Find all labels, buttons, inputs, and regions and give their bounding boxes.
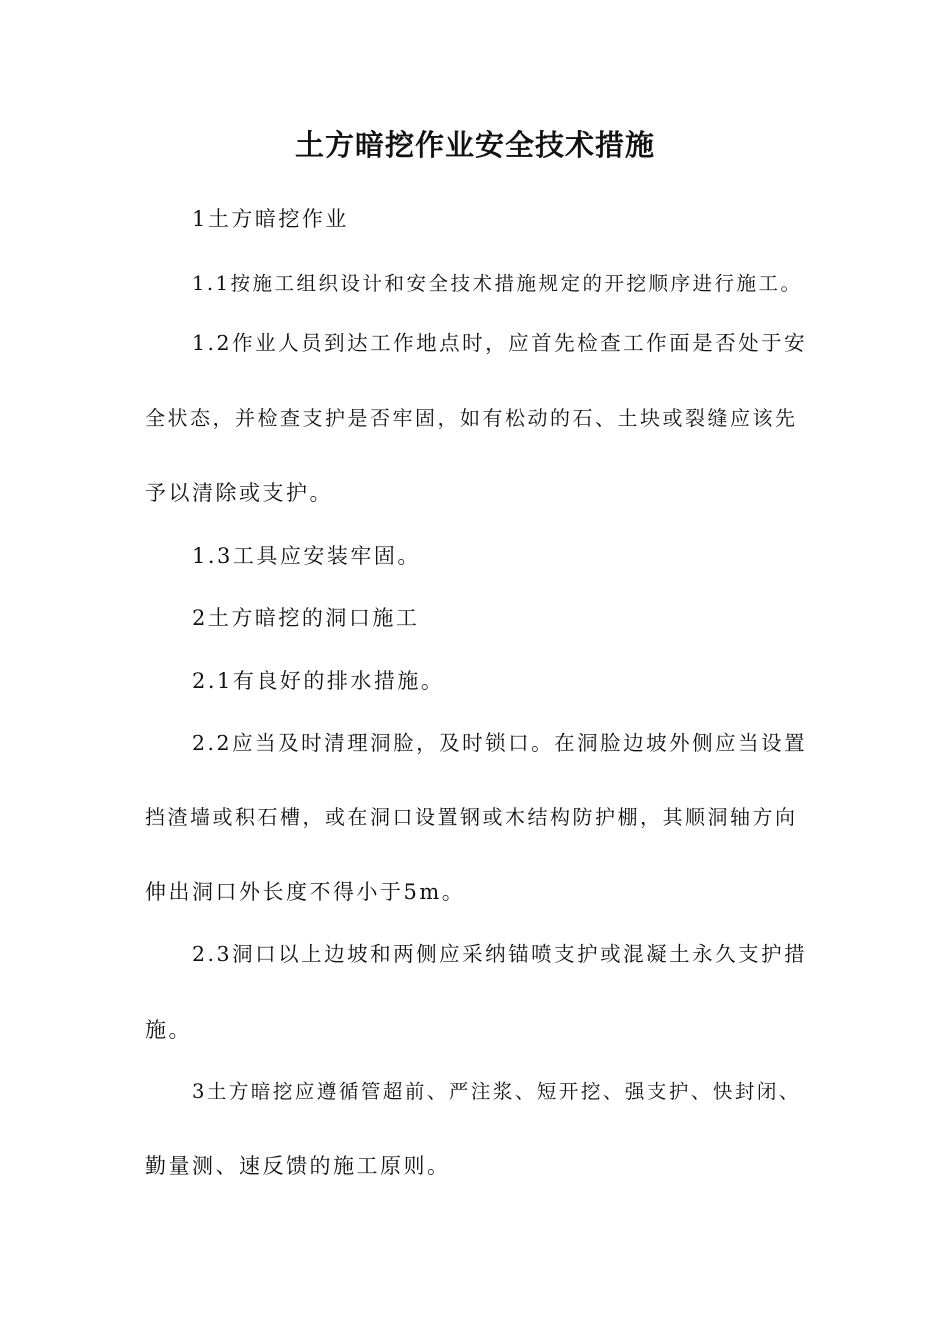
item-1-3: 1.3工具应安装牢固。	[192, 544, 421, 568]
heading-2: 2土方暗挖的洞口施工	[192, 606, 420, 630]
heading-1: 1土方暗挖作业	[192, 207, 349, 231]
item-1-1: 1.1按施工组织设计和安全技术措施规定的开挖顺序进行施工。	[192, 272, 803, 295]
item-2-2-line-3: 伸出洞口外长度不得小于5m。	[145, 880, 466, 904]
item-2-3-line-1: 2.3洞口以上边坡和两侧应采纳锚喷支护或混凝土永久支护措	[192, 942, 808, 966]
item-1-2-line-3: 予以清除或支护。	[145, 481, 333, 505]
item-2-2-line-2: 挡渣墙或积石槽，或在洞口设置钢或木结构防护棚，其顺洞轴方向	[145, 805, 798, 829]
item-2-3-line-2: 施。	[145, 1018, 192, 1042]
item-2-2-line-1: 2.2应当及时清理洞脸，及时锁口。在洞脸边坡外侧应当设置	[192, 731, 808, 755]
item-2-1: 2.1有良好的排水措施。	[192, 669, 445, 693]
item-1-2-line-2: 全状态，并检查支护是否牢固，如有松动的石、土块或裂缝应该先	[145, 406, 798, 430]
heading-3-line-2: 勤量测、速反馈的施工原则。	[145, 1154, 451, 1178]
heading-3-line-1: 3土方暗挖应遵循管超前、严注浆、短开挖、强支护、快封闭、	[192, 1080, 801, 1103]
document-title: 土方暗挖作业安全技术措施	[294, 128, 655, 162]
item-1-2-line-1: 1.2作业人员到达工作地点时，应首先检查工作面是否处于安	[192, 331, 808, 355]
